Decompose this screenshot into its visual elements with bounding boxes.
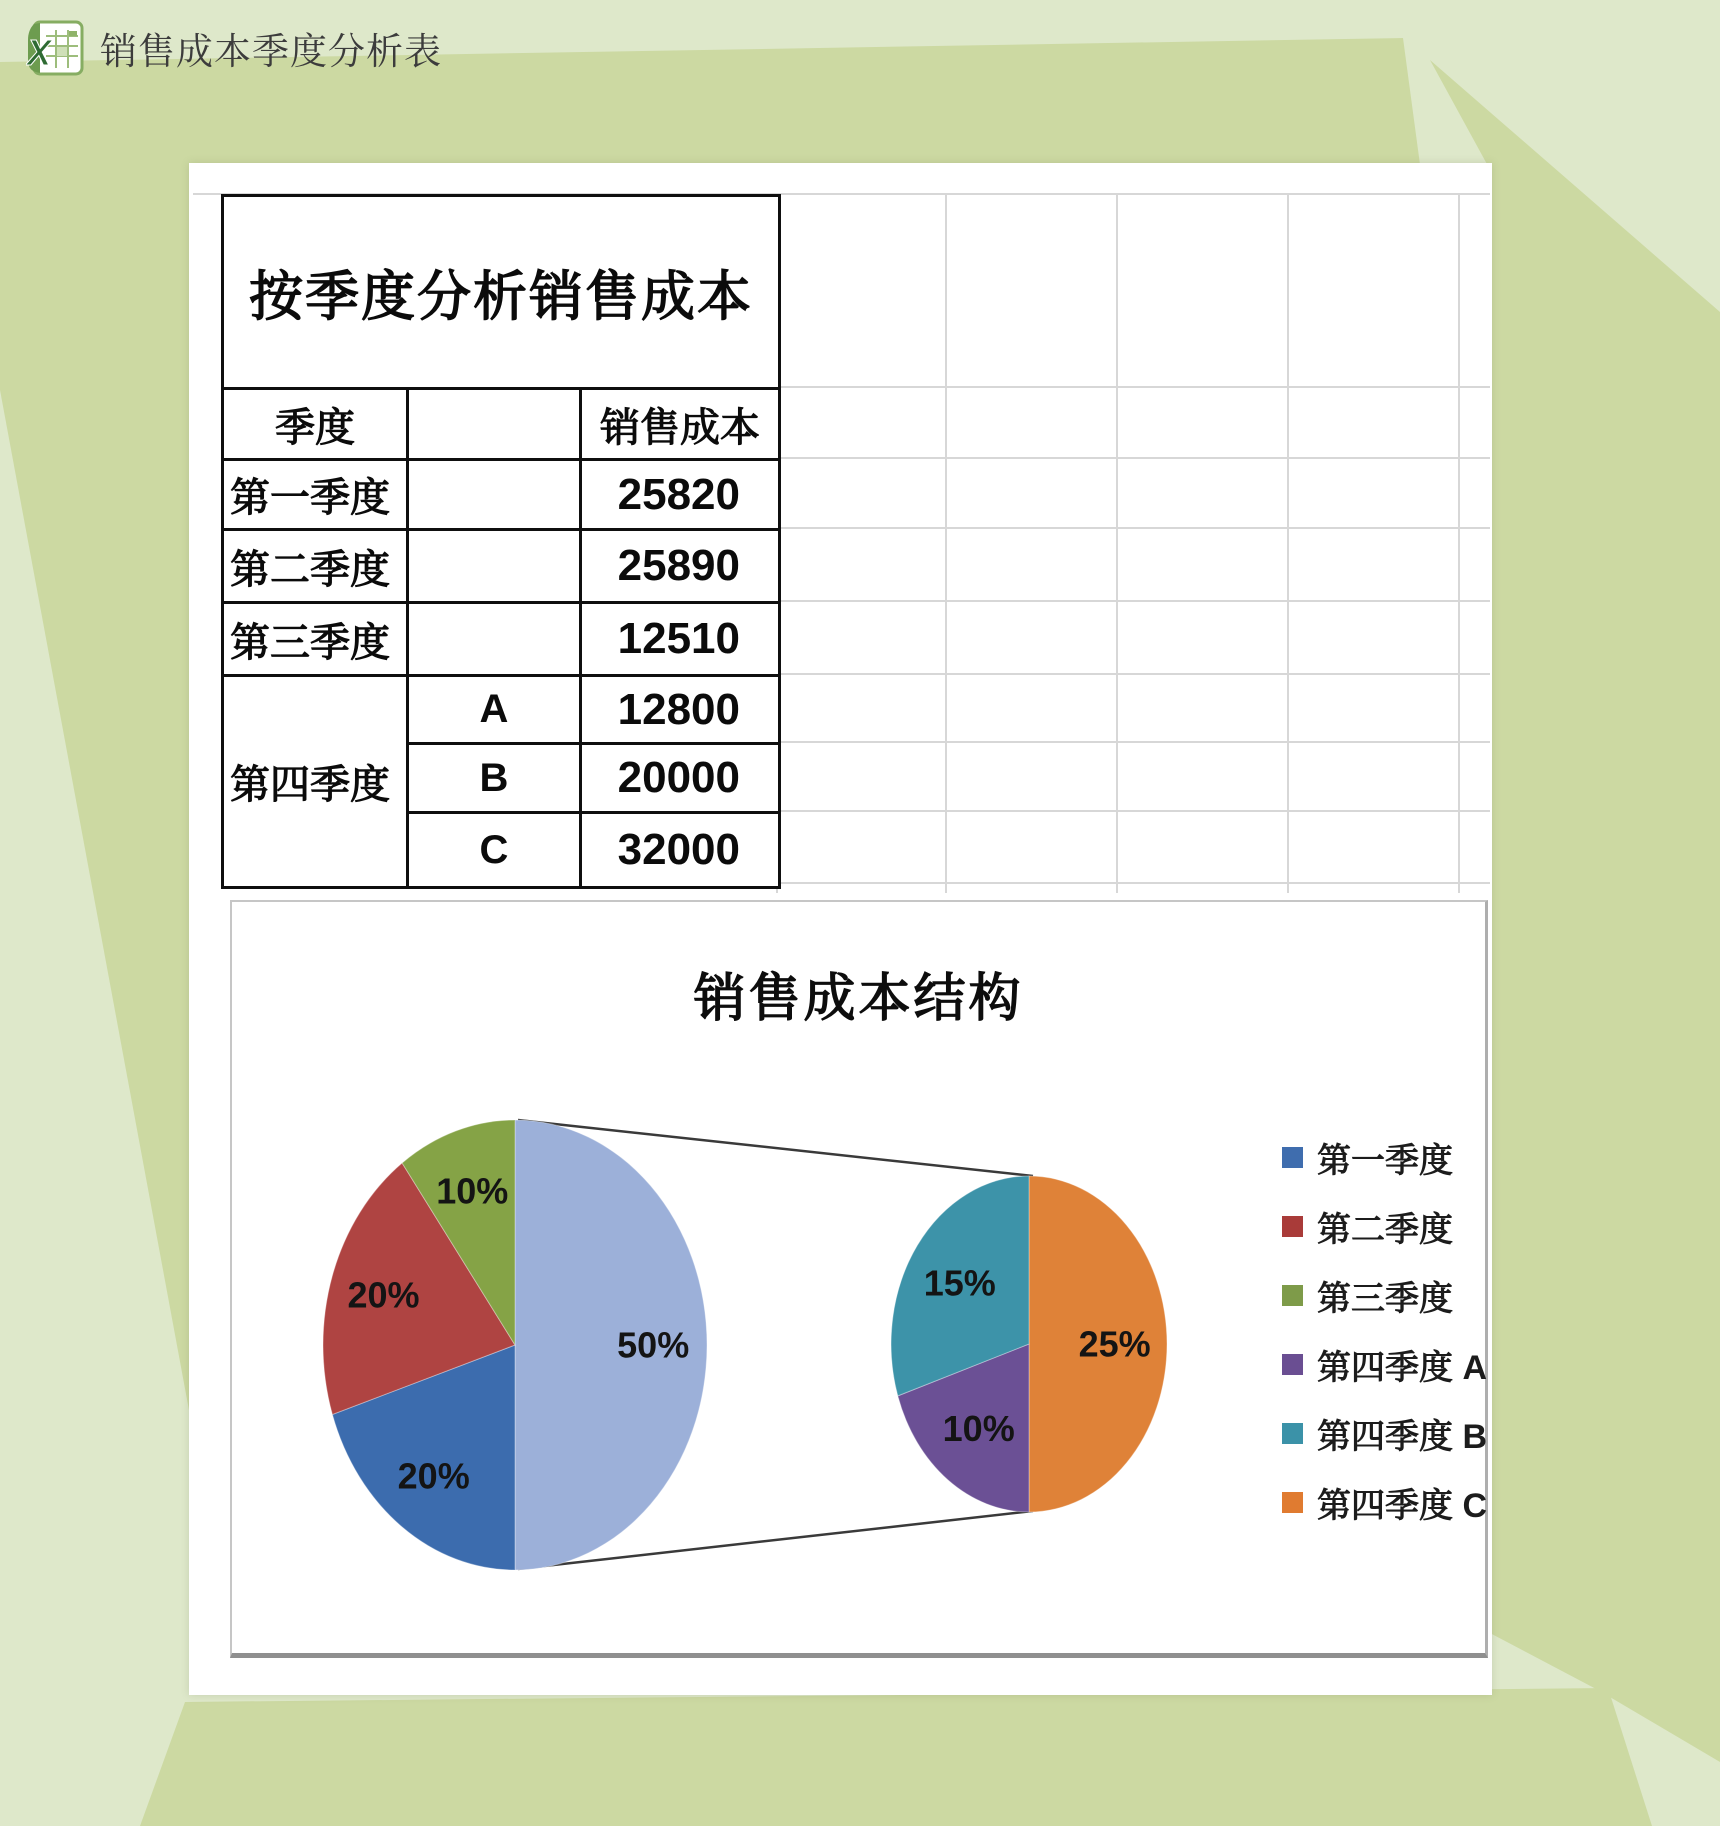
pie-percent-label: 50% bbox=[617, 1324, 690, 1366]
row-q4c-value: 32000 bbox=[617, 825, 740, 874]
row-q4b-value: 20000 bbox=[582, 745, 778, 814]
row-q4a-sub: A bbox=[409, 677, 582, 745]
pie-percent-label: 15% bbox=[923, 1262, 996, 1304]
legend-item bbox=[1282, 1348, 1487, 1387]
row-q1-value: 25820 bbox=[582, 461, 778, 531]
chart-legend bbox=[1282, 1141, 1487, 1525]
legend-swatch bbox=[1282, 1147, 1303, 1168]
table-title-cell: 按季度分析销售成本 bbox=[224, 197, 778, 390]
legend-item bbox=[1282, 1141, 1487, 1180]
legend-item bbox=[1282, 1210, 1487, 1249]
page-header bbox=[26, 20, 442, 76]
main-pie bbox=[323, 1120, 707, 1570]
legend-item bbox=[1282, 1486, 1487, 1525]
legend-item bbox=[1282, 1279, 1487, 1318]
pie-percent-label: 20% bbox=[347, 1274, 420, 1316]
row-q4-merged-label: 第四季度 bbox=[224, 677, 409, 886]
row-q4c-sub: C bbox=[409, 814, 582, 886]
legend-label: 第一季度 bbox=[1317, 1141, 1453, 1180]
pie-percent-label: 20% bbox=[397, 1455, 470, 1497]
header-cost-cell: 销售成本 bbox=[582, 390, 778, 461]
row-q2-label: 第二季度 bbox=[224, 531, 409, 604]
excel-icon bbox=[26, 20, 84, 76]
legend-swatch bbox=[1282, 1216, 1303, 1237]
row-q3-label: 第三季度 bbox=[224, 604, 409, 677]
secondary-pie bbox=[891, 1176, 1167, 1512]
legend-label: 第二季度 bbox=[1317, 1210, 1453, 1249]
row-q2-mid bbox=[409, 531, 582, 604]
row-q1-label: 第一季度 bbox=[224, 461, 409, 531]
row-q3-value: 12510 bbox=[582, 604, 778, 677]
pie-percent-label: 10% bbox=[436, 1170, 509, 1212]
legend-label: 第四季度 B bbox=[1317, 1417, 1487, 1456]
header-quarter-cell: 季度 bbox=[224, 390, 409, 461]
legend-label: 第四季度 C bbox=[1317, 1486, 1487, 1525]
row-q3-mid bbox=[409, 604, 582, 677]
legend-swatch bbox=[1282, 1423, 1303, 1444]
legend-swatch bbox=[1282, 1492, 1303, 1513]
legend-label: 第四季度 A bbox=[1317, 1348, 1487, 1387]
page-title: 销售成本季度分析表 bbox=[100, 31, 442, 72]
pie-percent-label: 25% bbox=[1078, 1323, 1151, 1365]
svg-text:X: X bbox=[27, 32, 52, 73]
legend-label: 第三季度 bbox=[1317, 1279, 1453, 1318]
spreadsheet-sheet bbox=[189, 163, 1492, 1695]
legend-swatch bbox=[1282, 1285, 1303, 1306]
header-mid-cell bbox=[409, 390, 582, 461]
chart-title: 销售成本结构 bbox=[693, 970, 1024, 1028]
row-q2-value: 25890 bbox=[582, 531, 778, 604]
row-q1-mid bbox=[409, 461, 582, 531]
legend-item bbox=[1282, 1417, 1487, 1456]
row-q4a-value: 12800 bbox=[582, 677, 778, 745]
legend-swatch bbox=[1282, 1354, 1303, 1375]
cost-structure-chart bbox=[230, 900, 1488, 1658]
quarterly-cost-table bbox=[221, 194, 781, 889]
pie-percent-label: 10% bbox=[942, 1407, 1015, 1449]
row-q4b-sub: B bbox=[409, 745, 582, 814]
